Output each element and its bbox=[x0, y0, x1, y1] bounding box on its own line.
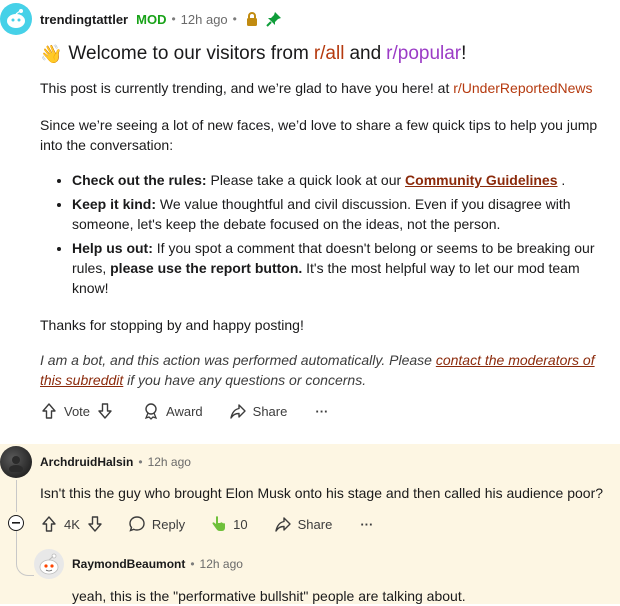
post-time: 12h ago bbox=[180, 11, 228, 27]
title-sub-popular[interactable]: r/popular bbox=[386, 43, 462, 64]
more-options-button[interactable]: ··· bbox=[315, 403, 329, 419]
comment-author[interactable]: ArchdruidHalsin bbox=[40, 455, 134, 469]
bullet-text: If you spot a comment that doesn't belong or seems to be breaking our rules, bbox=[72, 240, 595, 276]
share-icon bbox=[229, 402, 247, 420]
downvote-icon[interactable] bbox=[96, 402, 114, 420]
thread-line bbox=[16, 531, 17, 561]
comment-vote-button[interactable] bbox=[40, 515, 104, 533]
bot-note bbox=[40, 350, 612, 390]
post-title[interactable] bbox=[40, 40, 466, 68]
user-avatar-icon bbox=[6, 452, 26, 472]
post-paragraph-1 bbox=[40, 78, 610, 98]
thread-line bbox=[16, 480, 17, 512]
lock-icon bbox=[244, 11, 260, 27]
comment-author[interactable]: RaymondBeaumont bbox=[72, 557, 186, 571]
thanks-text: Thanks for stopping by and happy posting! bbox=[40, 317, 304, 333]
hand-award-icon bbox=[209, 515, 227, 533]
bullet-emphasis: please use the report button. bbox=[110, 260, 303, 276]
upvote-icon bbox=[40, 515, 58, 533]
award-button[interactable] bbox=[142, 402, 203, 420]
comment-time: 12h ago bbox=[147, 455, 191, 469]
bullet-heading: Check out the rules: bbox=[72, 172, 207, 188]
bullet-text: We value thoughtful and civil discussion. Even if you disagree with someone, let's keep the debate focused on the ideas, not the person. bbox=[72, 196, 571, 232]
mod-badge: MOD bbox=[136, 11, 167, 27]
collapse-thread-button[interactable] bbox=[8, 515, 24, 531]
comment-time: 12h ago bbox=[199, 557, 243, 571]
avatar[interactable] bbox=[0, 3, 32, 35]
comment-1-header bbox=[0, 446, 191, 478]
share-label: Share bbox=[252, 403, 288, 419]
vote-label: Vote bbox=[64, 403, 91, 419]
list-item bbox=[72, 194, 610, 234]
community-guidelines-link[interactable]: Community Guidelines bbox=[405, 172, 558, 188]
reply-label: Reply bbox=[151, 516, 186, 532]
bullet-tail: It's the most helpful way to let our mod team know! bbox=[72, 260, 580, 296]
avatar[interactable] bbox=[0, 446, 32, 478]
more-options-button[interactable]: ··· bbox=[360, 516, 374, 532]
post-paragraph-2: Since we’re seeing a lot of new faces, we’d love to share a few quick tips to help you jump into the conversation: bbox=[40, 117, 598, 153]
snoo-avatar-icon bbox=[36, 551, 62, 577]
list-item bbox=[72, 170, 610, 190]
separator-dot: • bbox=[190, 557, 195, 571]
bullet-heading: Keep it kind: bbox=[72, 196, 157, 212]
contact-moderators-link[interactable]: contact the moderators of this subreddit bbox=[40, 352, 595, 388]
list-item bbox=[72, 238, 610, 298]
reply-button[interactable] bbox=[128, 515, 185, 533]
post-author[interactable]: trendingtattler bbox=[40, 11, 129, 27]
post-actions bbox=[40, 400, 328, 422]
separator-dot: • bbox=[138, 455, 143, 469]
title-and: and bbox=[349, 43, 382, 64]
separator-dot: • bbox=[232, 12, 237, 26]
minus-icon bbox=[12, 522, 20, 524]
award-icon bbox=[142, 402, 160, 420]
share-icon bbox=[274, 515, 292, 533]
avatar[interactable] bbox=[34, 549, 64, 579]
upvote-icon bbox=[40, 402, 58, 420]
comment-bubble-icon bbox=[128, 515, 146, 533]
award-label: Award bbox=[166, 403, 203, 419]
share-label: Share bbox=[297, 516, 333, 532]
bullet-tail: . bbox=[561, 172, 566, 188]
bot-text: I am a bot, and this action was performed automatically. Please bbox=[40, 352, 432, 368]
pin-icon bbox=[266, 11, 282, 27]
subreddit-link[interactable]: r/UnderReportedNews bbox=[453, 80, 593, 96]
comment-1-text: Isn't this the guy who brought Elon Musk onto his stage and then called his audience poor? bbox=[40, 485, 604, 501]
wave-emoji-icon: 👋 bbox=[40, 43, 63, 64]
bullet-heading: Help us out: bbox=[72, 240, 153, 256]
vote-count: 4K bbox=[64, 516, 80, 532]
share-button[interactable] bbox=[229, 402, 288, 420]
comment-2-text: yeah, this is the "performative bullshit" people are talking about. bbox=[72, 588, 466, 604]
bot-tail: if you have any questions or concerns. bbox=[127, 372, 367, 388]
bullet-text: Please take a quick look at our bbox=[210, 172, 402, 188]
snoo-avatar-icon bbox=[3, 6, 29, 32]
post-header bbox=[0, 3, 282, 35]
award-count: 10 bbox=[233, 516, 248, 532]
award-button[interactable] bbox=[209, 515, 247, 533]
tips-list bbox=[40, 170, 610, 302]
separator-dot: • bbox=[171, 12, 176, 26]
comment-1-actions bbox=[40, 513, 373, 535]
comment-2-header bbox=[34, 548, 243, 580]
title-prefix: Welcome to our visitors from bbox=[68, 43, 309, 64]
downvote-icon[interactable] bbox=[86, 515, 104, 533]
p1-text: This post is currently trending, and we’re glad to have you here! at bbox=[40, 80, 450, 96]
vote-button[interactable] bbox=[40, 402, 114, 420]
title-sub-all[interactable]: r/all bbox=[313, 43, 345, 64]
title-suffix: ! bbox=[461, 43, 467, 64]
share-button[interactable] bbox=[274, 515, 333, 533]
